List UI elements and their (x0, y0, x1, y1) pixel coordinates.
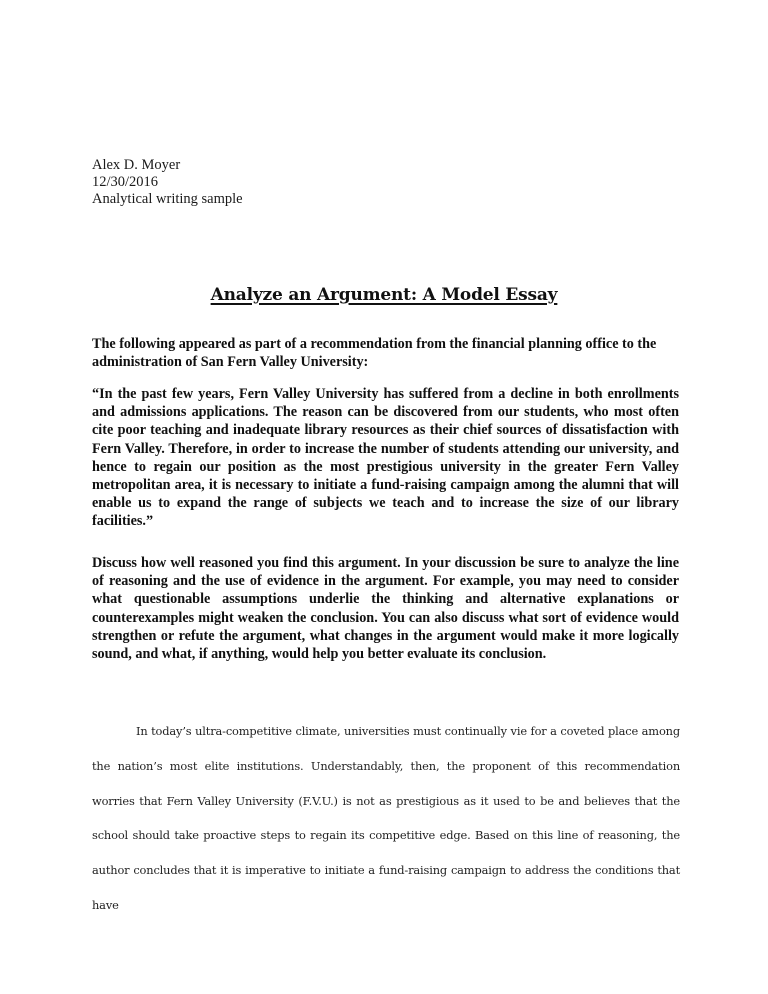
author-name: Alex D. Moyer (92, 157, 181, 173)
argument-quote: “In the past few years, Fern Valley University has suffered from a decline in both enrollments and admissions applications. The reason can be discovered from our students, who most often cite poor teaching and inadequate library resources as their chief sources of dissatisfaction with Fern Valley. Therefore, in order to increase the number of students attending our university, and hence to regain our position as the most prestigious university in the greater Fern Valley metropolitan area, it is necessary to initiate a fund-raising campaign among the alumni that will enable us to expand the range of subjects we teach and to increase the size of our library facilities.” (92, 386, 679, 530)
document-date: 12/30/2016 (92, 174, 159, 190)
essay-paragraph: In today’s ultra-competitive climate, universities must continually vie for a coveted place among the nation’s most elite institutions. Understandably, then, the proponent of this recommendation worries that Fern Valley University (F.V.U.) is not as prestigious as it used to be and believes that the school should take proactive steps to regain its competitive edge. Based on this line of reasoning, the author concludes that it is imperative to initiate a fund-raising campaign to address the conditions that have (92, 724, 680, 912)
intro-paragraph: The following appeared as part of a recommendation from the financial planning office to the administration of San Fern Valley University: (92, 336, 657, 371)
document-label: Analytical writing sample (92, 191, 243, 207)
document-header (92, 157, 243, 208)
instructions-paragraph: Discuss how well reasoned you find this argument. In your discussion be sure to analyze the line of reasoning and the use of evidence in the argument. For example, you may need to consider what questionable assumptions underlie the thinking and alternative explanations or counterexamples might weaken the conclusion. You can also discuss what sort of evidence would strengthen or refute the argument, what changes in the argument would make it more logically sound, and what, if anything, would help you better evaluate its conclusion. (92, 555, 679, 663)
page-title: Analyze an Argument: A Model Essay (210, 285, 558, 305)
